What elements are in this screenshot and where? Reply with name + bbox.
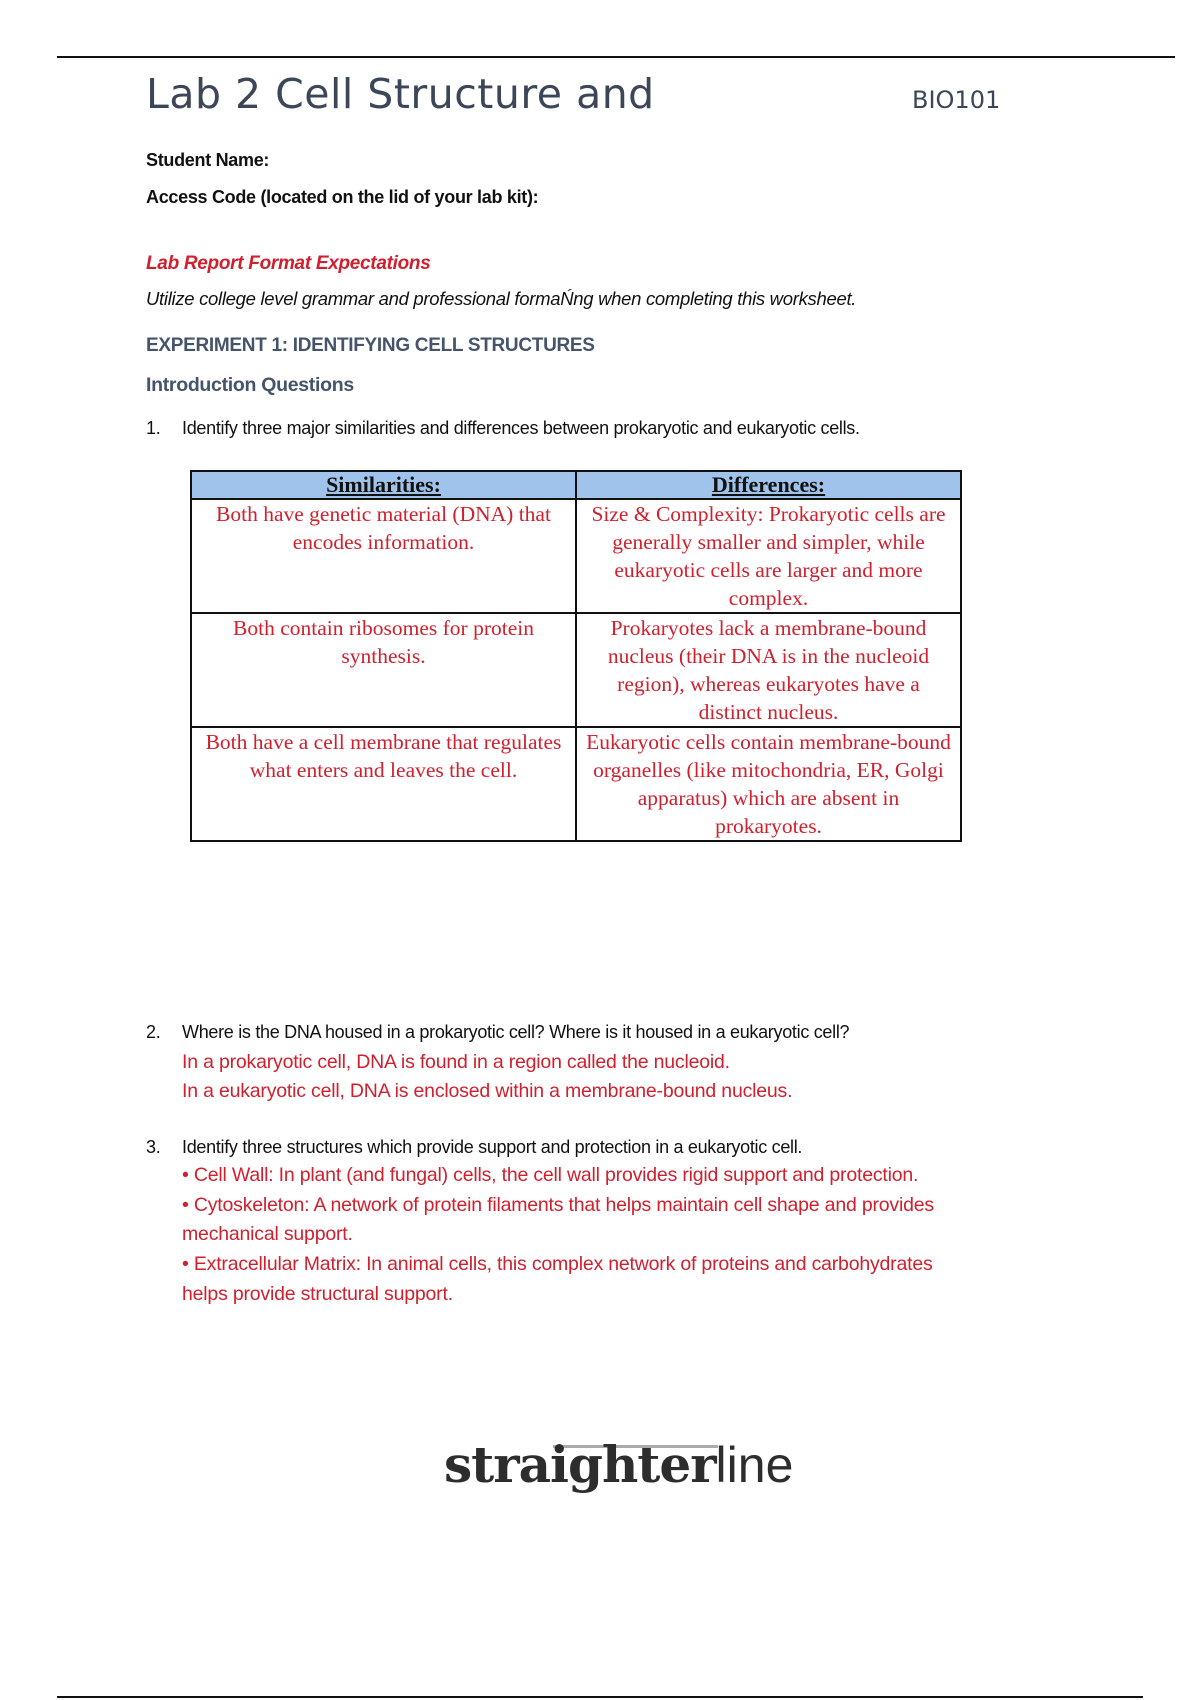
question-text: Identify three major similarities and differences between prokaryotic and eukaryotic cells.	[182, 418, 860, 438]
comparison-table	[190, 470, 962, 842]
experiment-title: EXPERIMENT 1: IDENTIFYING CELL STRUCTURES	[146, 335, 595, 356]
student-name-label: Student Name:	[146, 150, 270, 170]
question-text: Identify three structures which provide support and protection in a eukaryotic cell.	[182, 1137, 803, 1157]
table-cell: Size & Complexity: Prokaryotic cells are generally smaller and simpler, while eukaryotic cells are larger and more complex.	[576, 499, 961, 613]
question-number: 1.	[146, 418, 161, 438]
table-cell: Prokaryotes lack a membrane-bound nucleus (their DNA is in the nucleoid region), whereas eukaryotes have a distinct nucleus.	[576, 613, 961, 727]
course-code: BIO101	[912, 86, 1001, 114]
top-rule	[57, 56, 1175, 58]
table-header-row	[191, 471, 961, 499]
access-code-label: Access Code (located on the lid of your lab kit):	[146, 187, 539, 207]
answer-line: mechanical support.	[182, 1223, 353, 1245]
question-text: Where is the DNA housed in a prokaryotic cell? Where is it housed in a eukaryotic cell?	[182, 1022, 850, 1042]
answer-line: In a prokaryotic cell, DNA is found in a region called the nucleoid.	[182, 1051, 730, 1073]
table-row	[191, 613, 961, 727]
answer-line: • Cytoskeleton: A network of protein filaments that helps maintain cell shape and provides	[182, 1194, 934, 1216]
question-number: 3.	[146, 1137, 161, 1157]
answer-line: In a eukaryotic cell, DNA is enclosed within a membrane-bound nucleus.	[182, 1080, 793, 1102]
logo-light-text: line	[715, 1437, 794, 1493]
table-row	[191, 499, 961, 613]
table-cell: Both have a cell membrane that regulates what enters and leaves the cell.	[191, 727, 576, 841]
bottom-rule	[57, 1696, 1143, 1698]
table-row	[191, 727, 961, 841]
logo-bold-text: straighter	[444, 1435, 716, 1494]
section-subtitle: Introduction Questions	[146, 374, 354, 396]
answer-line: helps provide structural support.	[182, 1283, 453, 1305]
page-title: Lab 2 Cell Structure and	[146, 70, 655, 118]
table-cell: Both contain ribosomes for protein synthesis.	[191, 613, 576, 727]
answer-line: • Cell Wall: In plant (and fungal) cells, the cell wall provides rigid support and protection.	[182, 1164, 919, 1186]
table-cell: Both have genetic material (DNA) that encodes information.	[191, 499, 576, 613]
table-cell: Eukaryotic cells contain membrane-bound organelles (like mitochondria, ER, Golgi apparatus) which are absent in prokaryotes.	[576, 727, 961, 841]
straighterline-logo	[444, 1435, 793, 1494]
format-heading: Lab Report Format Expectations	[146, 253, 431, 274]
answer-line: • Extracellular Matrix: In animal cells, this complex network of proteins and carbohydrates	[182, 1253, 933, 1275]
format-text: Utilize college level grammar and professional formaŃng when completing this worksheet.	[146, 288, 857, 309]
header-similarities: Similarities:	[191, 471, 576, 499]
header-differences: Differences:	[576, 471, 961, 499]
question-number: 2.	[146, 1022, 161, 1042]
